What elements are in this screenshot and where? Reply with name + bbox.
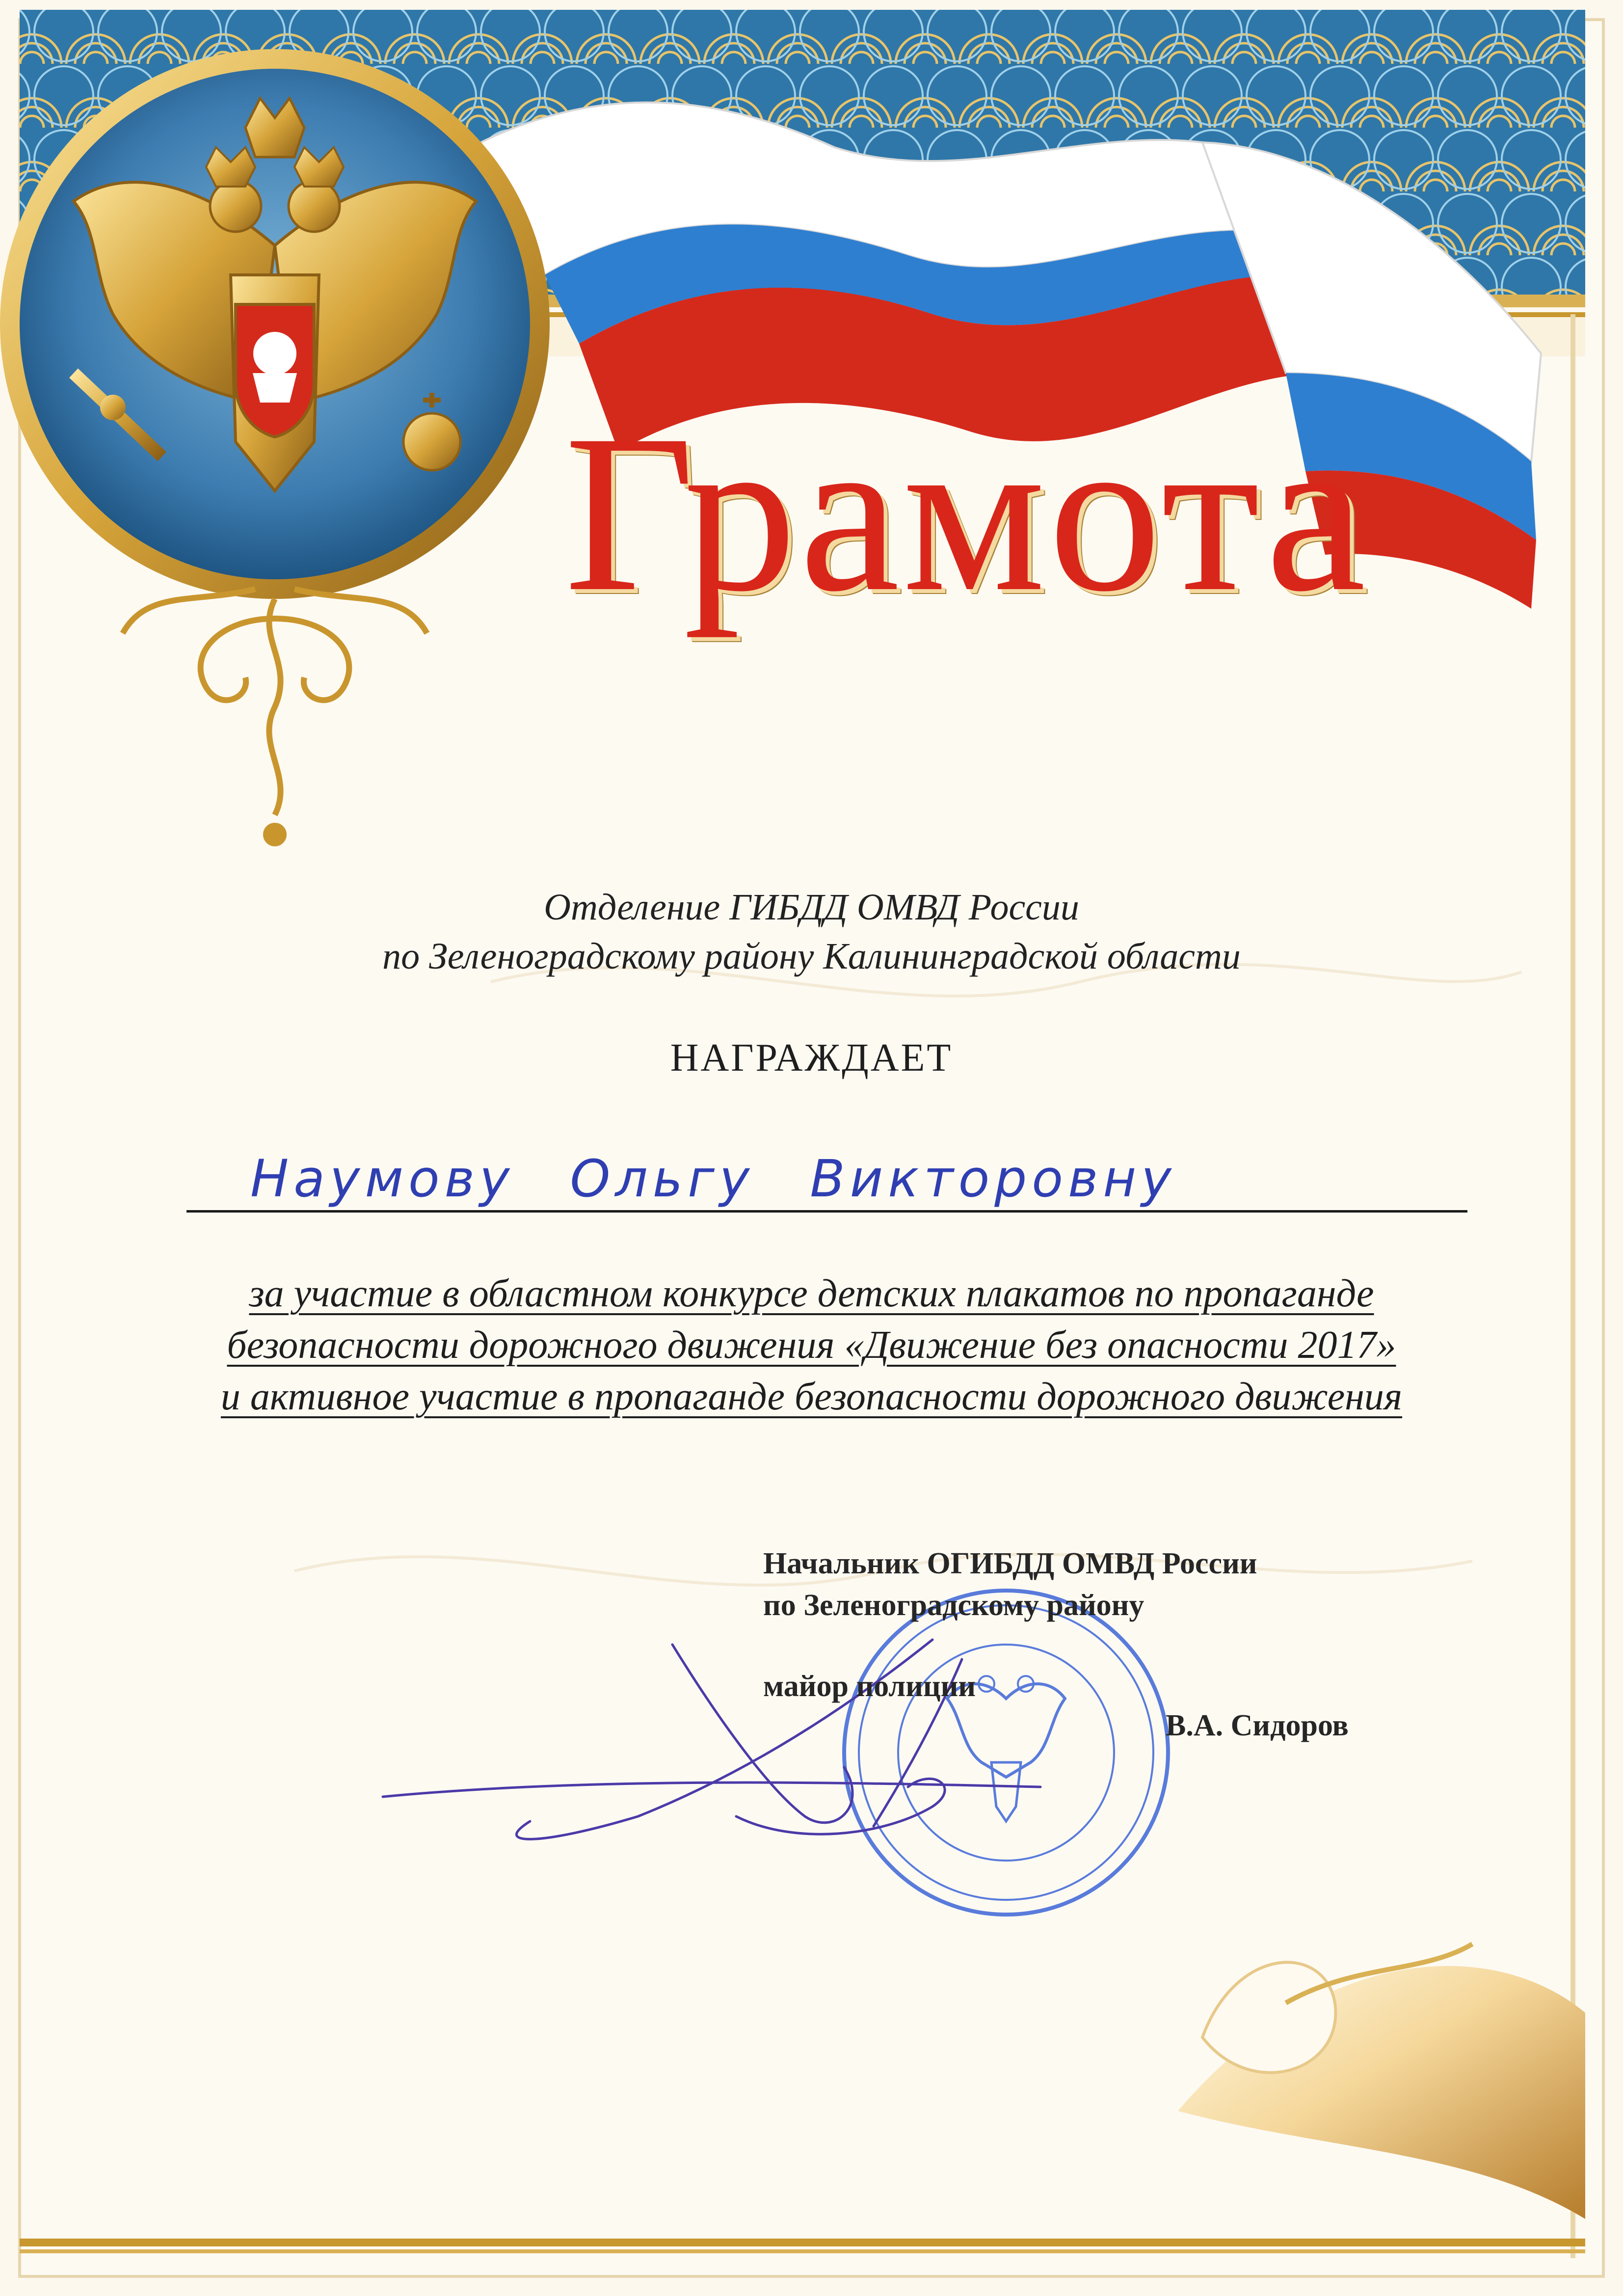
reason-line-3: и активное участие в пропаганде безопасности дорожного движения xyxy=(220,1375,1403,1418)
reason-line-2: безопасности дорожного движения «Движение без опасности 2017» xyxy=(227,1324,1396,1367)
organization-line-1: Отделение ГИБДД ОМВД России xyxy=(544,887,1079,928)
signatory-rank: майор полиции xyxy=(763,1670,976,1703)
signatory-position-line-1: Начальник ОГИБДД ОМВД России xyxy=(763,1547,1257,1580)
signatory-position-line-2: по Зеленоградскому району xyxy=(763,1589,1144,1622)
recipient-name: Наумову Ольгу Викторовну xyxy=(250,1149,1176,1209)
recipient-name-underline xyxy=(186,1210,1467,1213)
coat-of-arms-icon xyxy=(0,49,550,599)
signatory-name: В.А. Сидоров xyxy=(1166,1709,1349,1742)
organization-line-2: по Зеленоградскому району Калининградской области xyxy=(382,936,1241,977)
reason-line-1: за участие в областном конкурсе детских плакатов по пропаганде xyxy=(249,1272,1374,1315)
certificate-title: Грамота xyxy=(564,388,1369,638)
awards-heading: НАГРАЖДАЕТ xyxy=(670,1036,953,1080)
